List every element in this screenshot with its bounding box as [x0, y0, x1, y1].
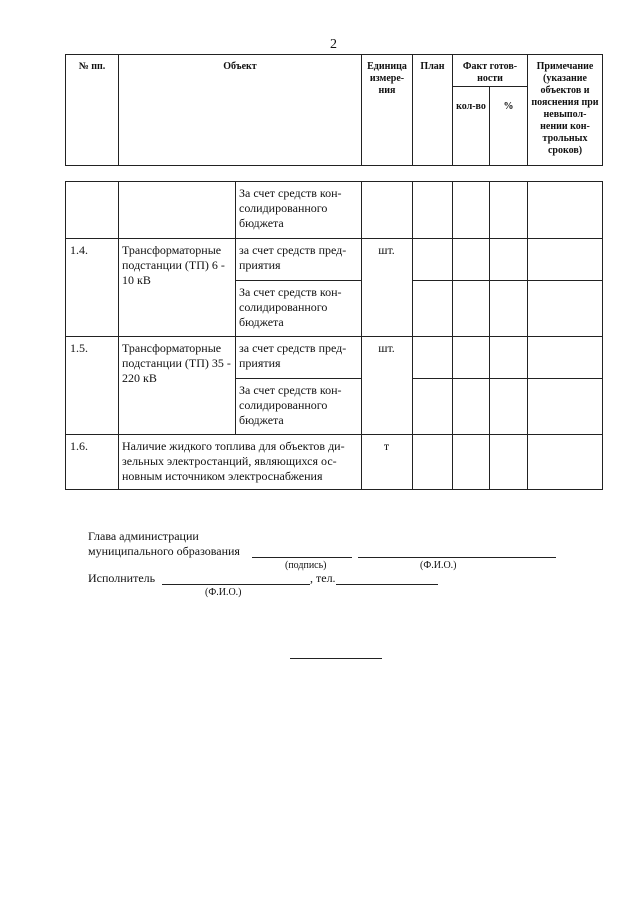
executor-fio-caption: (Ф.И.О.) [205, 587, 242, 598]
head-title: Глава администрации [88, 529, 199, 543]
header-fact-qty: кол-во [453, 86, 490, 165]
header-note: Примечание (указание объектов и пояснения при невыпол-нении кон-трольных сроков) [528, 55, 603, 166]
unit-cell: т [362, 435, 413, 490]
row-number: 1.4. [66, 239, 119, 337]
source-cell: за счет средств пред-приятия [236, 239, 362, 281]
page-number: 2 [330, 37, 337, 52]
source-cell: За счет средств кон-солидированного бюджета [236, 379, 362, 435]
phone-line [336, 584, 438, 585]
phone-label: , тел. [310, 571, 336, 585]
unit-cell: шт. [362, 239, 413, 337]
table-row [66, 239, 603, 281]
data-table [65, 181, 603, 490]
row-number: 1.6. [66, 435, 119, 490]
head-municipality: муниципального образования [88, 544, 240, 558]
closing-line [290, 658, 382, 659]
table-row [66, 435, 603, 490]
source-cell: За счет средств кон-солидированного бюджета [236, 182, 362, 239]
executor-fio-line [162, 584, 310, 585]
fio-line [358, 557, 556, 558]
signature-caption: (подпись) [285, 560, 327, 571]
table-row [66, 182, 603, 239]
source-cell: за счет средств пред-приятия [236, 337, 362, 379]
row-number: 1.5. [66, 337, 119, 435]
unit-cell: шт. [362, 337, 413, 435]
header-fact-pct: % [490, 86, 528, 165]
header-object: Объект [119, 55, 362, 166]
source-cell: За счет средств кон-солидированного бюджета [236, 281, 362, 337]
object-cell: Наличие жидкого топлива для объектов ди-зельных электростанций, являющихся ос-новным источником электроснабжения [119, 435, 362, 490]
header-table [65, 54, 603, 166]
object-cell: Трансформаторные подстанции (ТП) 35 - 220 кВ [119, 337, 236, 435]
signature-line [252, 557, 352, 558]
header-num: № пп. [66, 55, 119, 166]
executor-label: Исполнитель [88, 571, 156, 585]
header-unit: Единица измере-ния [362, 55, 413, 166]
header-plan: План [413, 55, 453, 166]
table-row [66, 337, 603, 379]
header-fact: Факт готов-ности [453, 55, 528, 87]
fio-caption: (Ф.И.О.) [420, 560, 457, 571]
object-cell: Трансформаторные подстанции (ТП) 6 - 10 кВ [119, 239, 236, 337]
